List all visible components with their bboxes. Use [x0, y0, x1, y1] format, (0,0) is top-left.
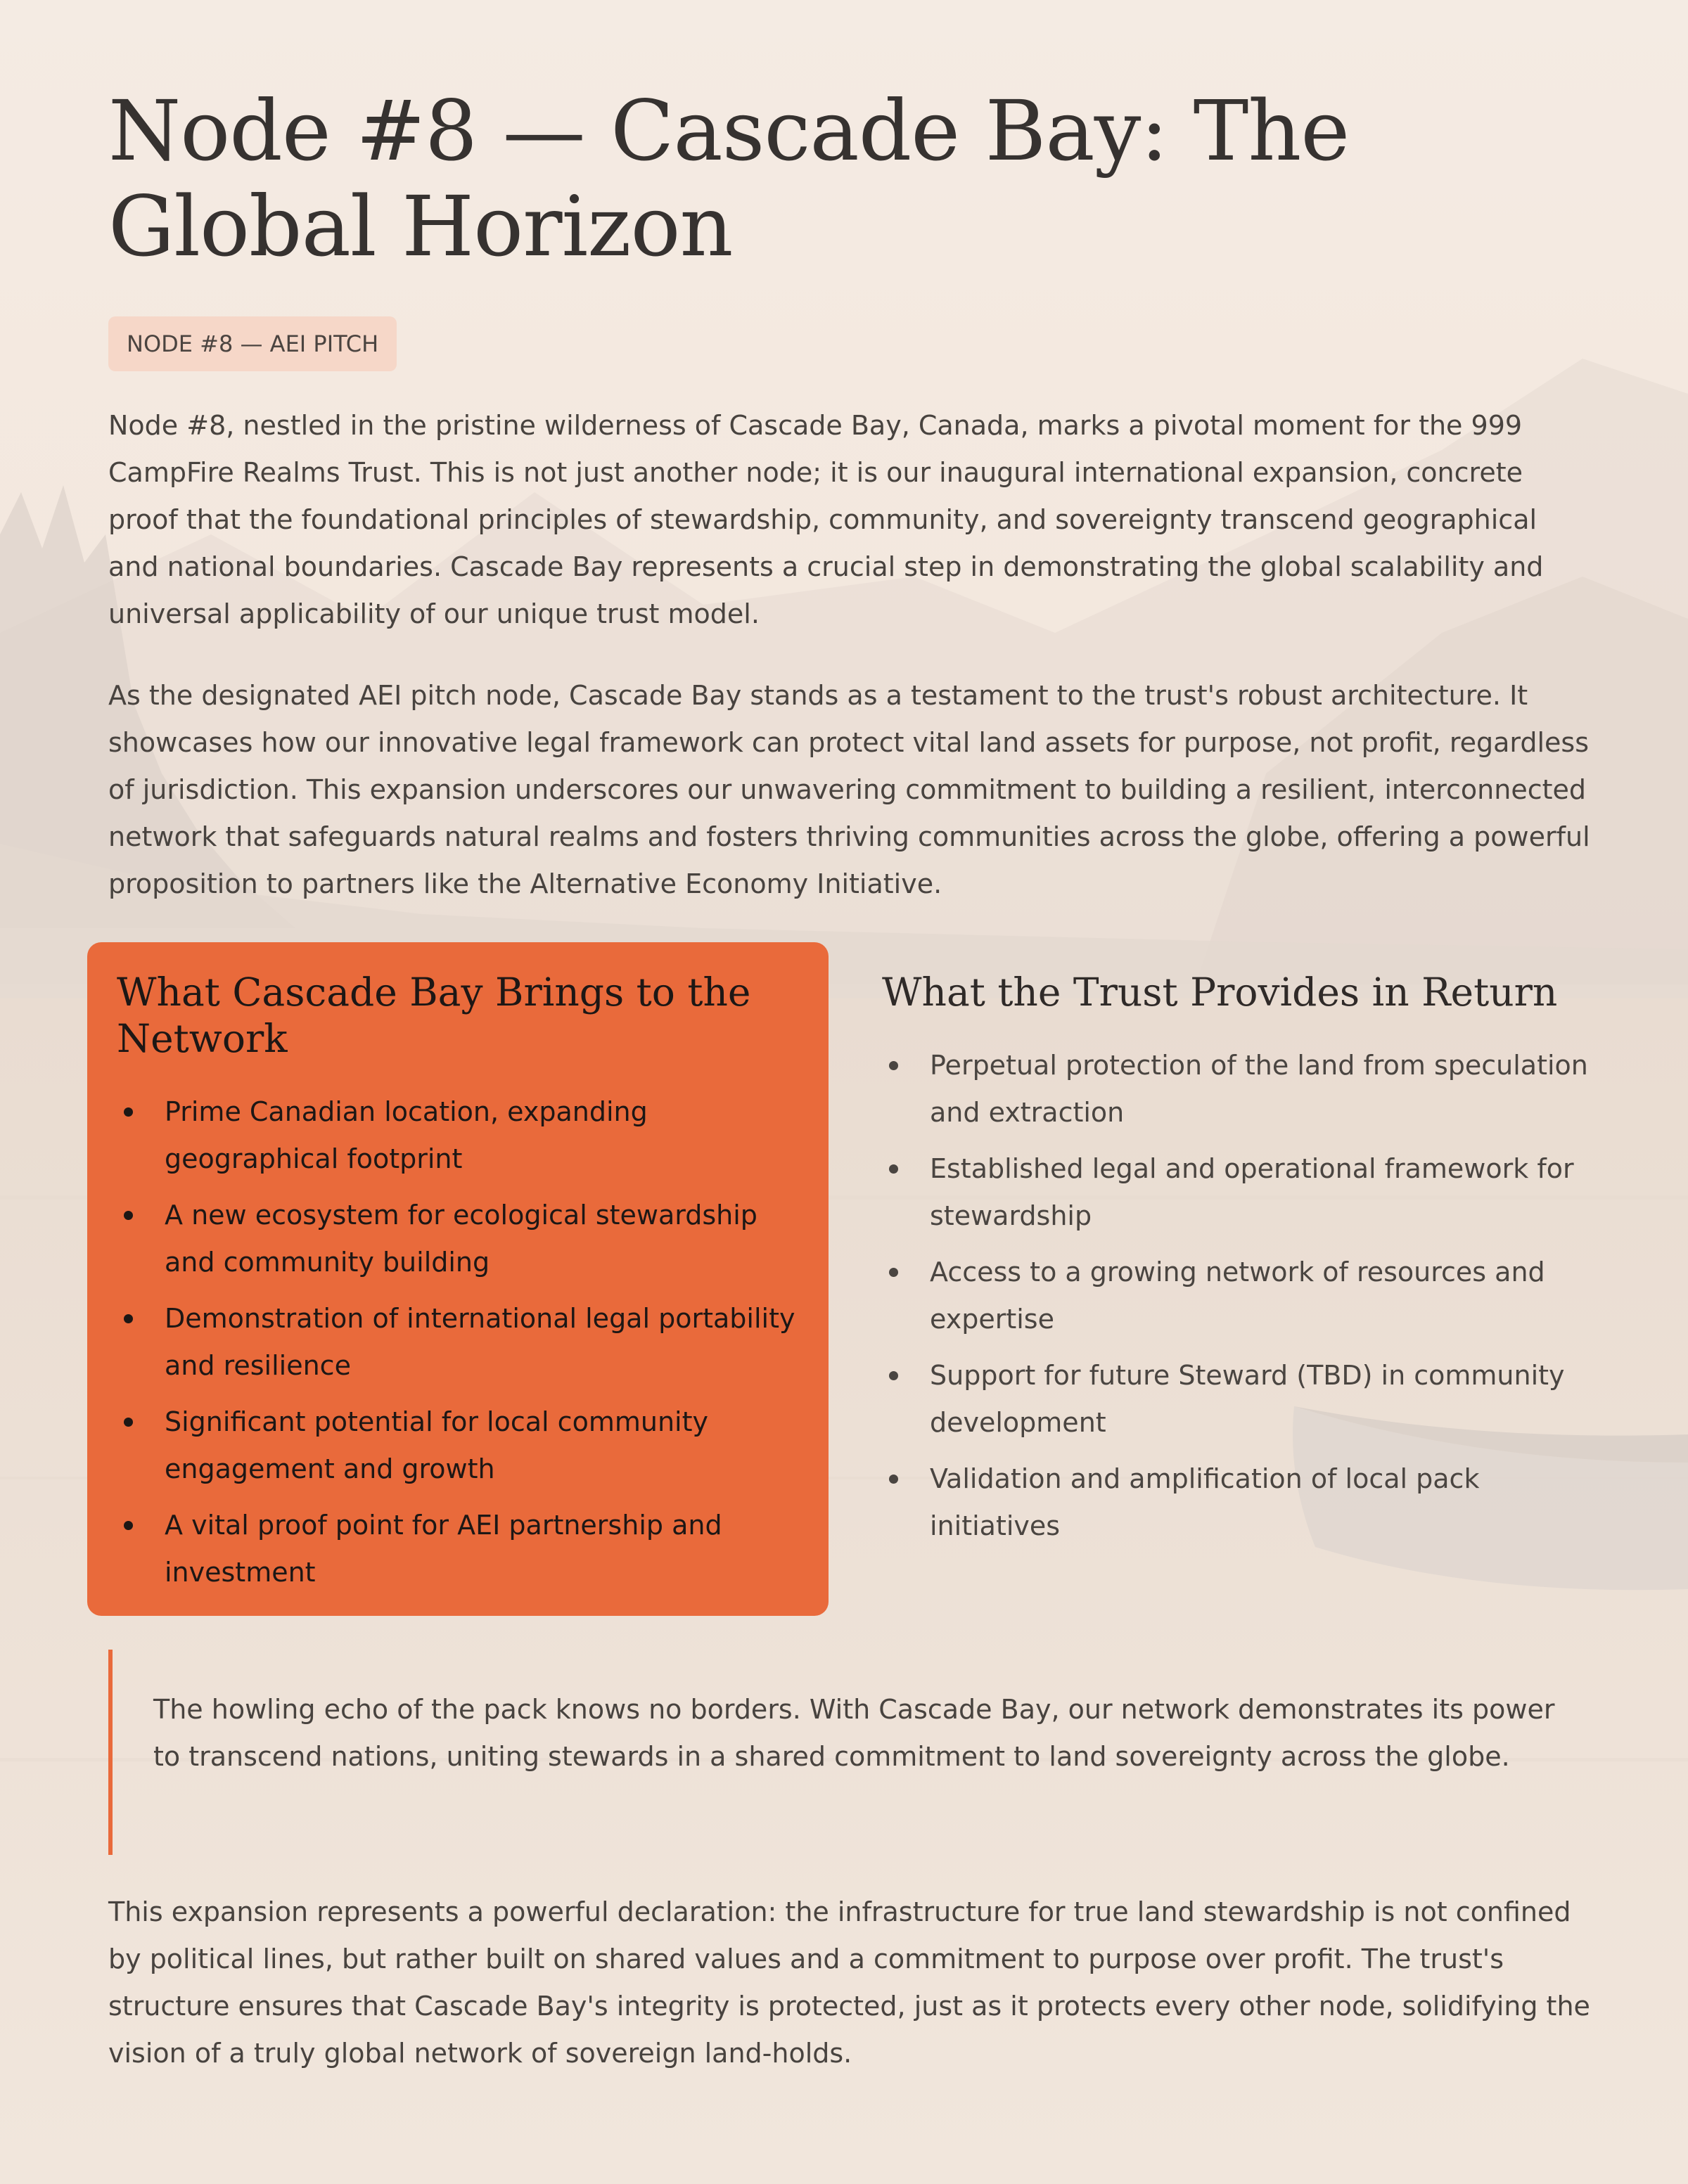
- bullet-icon: [889, 1061, 898, 1070]
- list-item-text: Perpetual protection of the land from speculation and extraction: [930, 1050, 1588, 1128]
- list-item-text: Established legal and operational framework for stewardship: [930, 1153, 1574, 1231]
- list-item: [117, 1399, 799, 1493]
- list-item-text: Demonstration of international legal portability and resilience: [165, 1303, 795, 1381]
- list-item-text: Access to a growing network of resources and expertise: [930, 1257, 1545, 1335]
- list-item: [882, 1456, 1613, 1550]
- bullet-icon: [124, 1314, 133, 1323]
- list-item: [117, 1192, 799, 1286]
- bullet-icon: [124, 1107, 133, 1117]
- bullet-icon: [889, 1164, 898, 1174]
- bullet-icon: [889, 1475, 898, 1484]
- brings-list: [117, 1088, 799, 1596]
- bullet-icon: [889, 1268, 898, 1277]
- list-item-text: Validation and amplification of local pack initiatives: [930, 1463, 1480, 1541]
- list-item: [882, 1352, 1613, 1446]
- list-item-text: Support for future Steward (TBD) in community development: [930, 1360, 1565, 1438]
- page-title: Node #8 — Cascade Bay: The Global Horizon: [108, 82, 1350, 275]
- list-item-text: Prime Canadian location, expanding geographical footprint: [165, 1096, 648, 1174]
- bullet-icon: [124, 1521, 133, 1530]
- list-item: [882, 1145, 1613, 1240]
- list-item: [882, 1249, 1613, 1343]
- list-item-text: A vital proof point for AEI partnership and investment: [165, 1510, 722, 1588]
- provides-section: [882, 969, 1613, 1559]
- provides-list: [882, 1042, 1613, 1550]
- bullet-icon: [124, 1211, 133, 1220]
- intro-paragraph: Node #8, nestled in the pristine wilderness of Cascade Bay, Canada, marks a pivotal moment for the 999 CampFire Realms Trust. This is not just another node; it is our inaugural international expansion, concrete proof that the foundational principles of stewardship, community, and sovereignty transcend geographical and national boundaries. Cascade Bay represents a crucial step in demonstrating the global scalability and universal applicability of our unique trust model.: [108, 410, 1544, 629]
- list-item: [117, 1502, 799, 1596]
- list-item: [882, 1042, 1613, 1136]
- bullet-icon: [124, 1418, 133, 1427]
- pull-quote: [108, 1650, 1592, 1855]
- list-item-text: A new ecosystem for ecological stewardship and community building: [165, 1200, 757, 1278]
- brings-heading: What Cascade Bay Brings to the Network: [117, 970, 751, 1061]
- bullet-icon: [889, 1371, 898, 1380]
- list-item: [117, 1088, 799, 1183]
- node-tag-badge: NODE #8 — AEI PITCH: [108, 316, 397, 371]
- list-item-text: Significant potential for local community engagement and growth: [165, 1406, 708, 1484]
- pull-quote-text: The howling echo of the pack knows no borders. With Cascade Bay, our network demonstrates its power to transcend nations, uniting stewards in a shared commitment to land sovereignty across the globe.: [153, 1694, 1555, 1772]
- brings-card: [87, 942, 829, 1616]
- intro-paragraph: As the designated AEI pitch node, Cascade Bay stands as a testament to the trust's robust architecture. It showcases how our innovative legal framework can protect vital land assets for purpose, not profit, regardless of jurisdiction. This expansion underscores our unwavering commitment to building a resilient, interconnected network that safeguards natural realms and fosters thriving communities across the globe, offering a powerful proposition to partners like the Alternative Economy Initiative.: [108, 680, 1590, 899]
- list-item: [117, 1295, 799, 1389]
- closing-paragraph: This expansion represents a powerful declaration: the infrastructure for true land stewardship is not confined by political lines, but rather built on shared values and a commitment to purpose over profit. The trust's structure ensures that Cascade Bay's integrity is protected, just as it protects every other node, solidifying the vision of a truly global network of sovereign land-holds.: [108, 1896, 1590, 2069]
- provides-heading: What the Trust Provides in Return: [882, 970, 1558, 1015]
